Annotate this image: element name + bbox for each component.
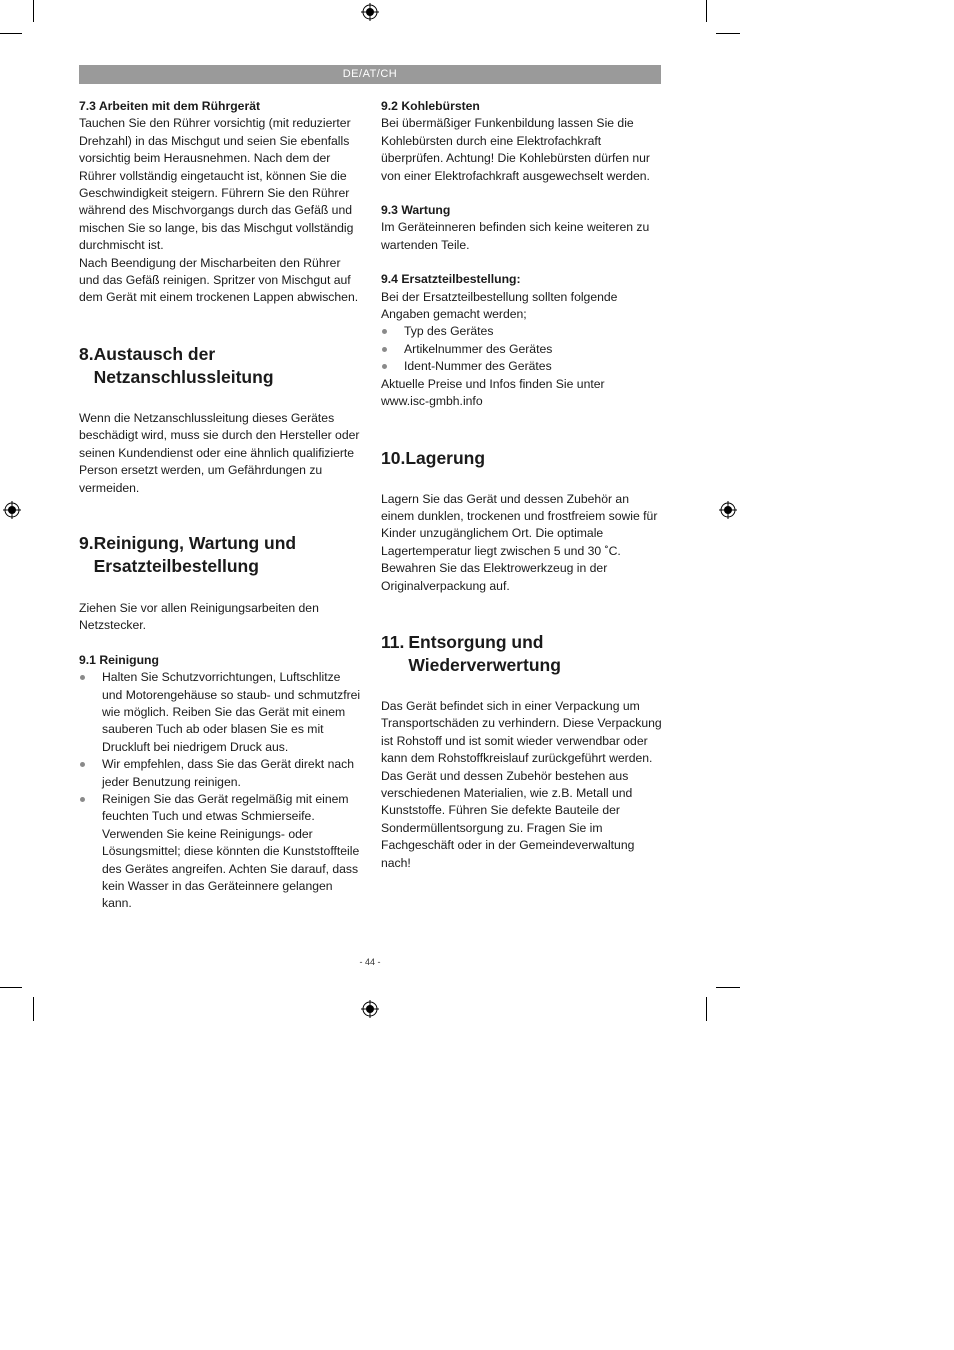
section-9-heading (79, 532, 361, 578)
section-9-3-paragraph: Im Geräteinneren befinden sich keine weiteren zu wartenden Teile. (381, 220, 650, 252)
crop-mark-top-right-h (716, 33, 740, 34)
section-9-title: Reinigung, Wartung und Ersatzteilbestellung (93, 532, 297, 576)
list-item: Artikelnummer des Gerätes (381, 341, 663, 358)
list-item: Halten Sie Schutzvorrichtungen, Luftschlitze und Motorengehäuse so staub- und schmutzfrei wie möglich. Reiben Sie das Gerät mit einem sauberen Tuch ab oder blasen Sie es mit Druckluft bei niedrigem Druck aus. (79, 669, 361, 756)
section-9-1-title: 9.1 Reinigung (79, 652, 159, 667)
section-7-3-title: 7.3 Arbeiten mit dem Rührgerät (79, 99, 261, 113)
registration-mark-icon (3, 501, 21, 519)
section-9-4-paragraph-2: Aktuelle Preise und Infos finden Sie unter (381, 376, 605, 391)
section-7-3-paragraph-2: Nach Beendigung der Mischarbeiten den Rührer und das Gefäß reinigen. Spritzer von Mischgut auf dem Gerät mit einem trockenen Lappen abwischen. (79, 255, 359, 305)
crop-mark-top-left-h (0, 33, 22, 34)
section-8-paragraph: Wenn die Netzanschlussleitung dieses Gerätes beschädigt wird, muss sie durch den Hersteller oder seinen Kundendienst oder eine ähnlich qualifizierte Person ersetzt werden, um Gefährdungen zu vermeiden. (79, 410, 360, 495)
section-10-title: Lagerung (405, 447, 486, 468)
section-9-paragraph: Ziehen Sie vor allen Reinigungsarbeiten den Netzstecker. (79, 600, 319, 633)
section-11-title: Entsorgung und Wiederverwertung (408, 631, 561, 675)
registration-mark-icon (719, 501, 737, 519)
region-header-bar: DE/AT/CH (79, 65, 661, 84)
section-8-heading (79, 343, 361, 389)
left-column (79, 98, 361, 913)
section-8-number: 8. (79, 343, 94, 364)
section-8-title: Austausch der Netzanschlussleitung (93, 343, 274, 387)
list-item: Ident-Nummer des Gerätes (381, 358, 663, 375)
section-9-4-paragraph: Bei der Ersatzteilbestellung sollten folgende Angaben gemacht werden; (381, 289, 618, 322)
section-9-4-title: 9.4 Ersatzteilbestellung: (381, 272, 521, 287)
section-9-1-list (79, 669, 361, 913)
list-item: Typ des Gerätes (381, 323, 663, 340)
section-10-number: 10. (381, 447, 406, 468)
website-link[interactable]: www.isc-gmbh.info (381, 394, 483, 409)
section-9-2-title: 9.2 Kohlebürsten (381, 99, 480, 113)
crop-mark-bottom-left-v (33, 997, 34, 1021)
page-number: - 44 - (359, 957, 381, 967)
section-9-number: 9. (79, 532, 94, 553)
crop-mark-bottom-right-h (716, 987, 740, 988)
section-11-number: 11. (381, 631, 405, 652)
registration-mark-icon (361, 3, 379, 21)
list-item: Reinigen Sie das Gerät regelmäßig mit einem feuchten Tuch und etwas Schmierseife. Verwenden Sie keine Reinigungs- oder Lösungsmittel; diese könnten die Kunststoffteile des Gerätes angreifen. Achten Sie darauf, dass kein Wasser in das Geräteinnere gelangen kann. (79, 791, 361, 913)
section-10-paragraph: Lagern Sie das Gerät und dessen Zubehör an einem dunklen, trockenen und frostfreiem sowie für Kinder unzugänglichem Ort. Die optimale Lagertemperatur liegt zwischen 5 und 30 ˚C. Bewahren Sie das Elektrowerkzeug in der Originalverpackung auf. (381, 491, 658, 593)
list-item: Wir empfehlen, dass Sie das Gerät direkt nach jeder Benutzung reinigen. (79, 756, 361, 791)
section-7-3-paragraph-1: Tauchen Sie den Rührer vorsichtig (mit reduzierter Drehzahl) in das Mischgut und seien Sie ebenfalls vorsichtig beim Herausnehmen. Nach dem der Rührer vollständig eingetaucht ist, können Sie die Geschwindigkeit steigern. Führern Sie den Rührer während des Mischvorgangs durch das Gefäß und mischen Sie so lange, bis das Mischgut vollständig durchmischt ist. (79, 116, 354, 253)
crop-mark-bottom-left-h (0, 987, 22, 988)
section-11-heading (381, 631, 663, 677)
crop-mark-top-left-v (33, 0, 34, 22)
section-9-3-title: 9.3 Wartung (381, 203, 451, 218)
crop-mark-bottom-right-v (706, 997, 707, 1021)
section-9-2-paragraph: Bei übermäßiger Funkenbildung lassen Sie die Kohlebürsten durch eine Elektrofachkraft überprüfen. Achtung! Die Kohlebürsten dürfen nur von einer Elektrofachkraft ausgewechselt werden. (381, 116, 650, 183)
registration-mark-icon (361, 1000, 379, 1018)
section-10-heading (381, 447, 663, 470)
right-column (381, 98, 663, 872)
section-11-paragraph: Das Gerät befindet sich in einer Verpackung um Transportschäden zu verhindern. Diese Verpackung ist Rohstoff und ist somit wieder verwendbar oder kann dem Rohstoffkreislauf zurückgeführt werden. Das Gerät und dessen Zubehör bestehen aus verschiedenen Materialien, wie z.B. Metall und Kunststoffe. Führen Sie defekte Bauteile der Sondermüllentsorgung zu. Fragen Sie im Fachgeschäft oder in der Gemeindeverwaltung nach! (381, 698, 662, 870)
section-9-4-list (381, 323, 663, 375)
crop-mark-top-right-v (706, 0, 707, 22)
